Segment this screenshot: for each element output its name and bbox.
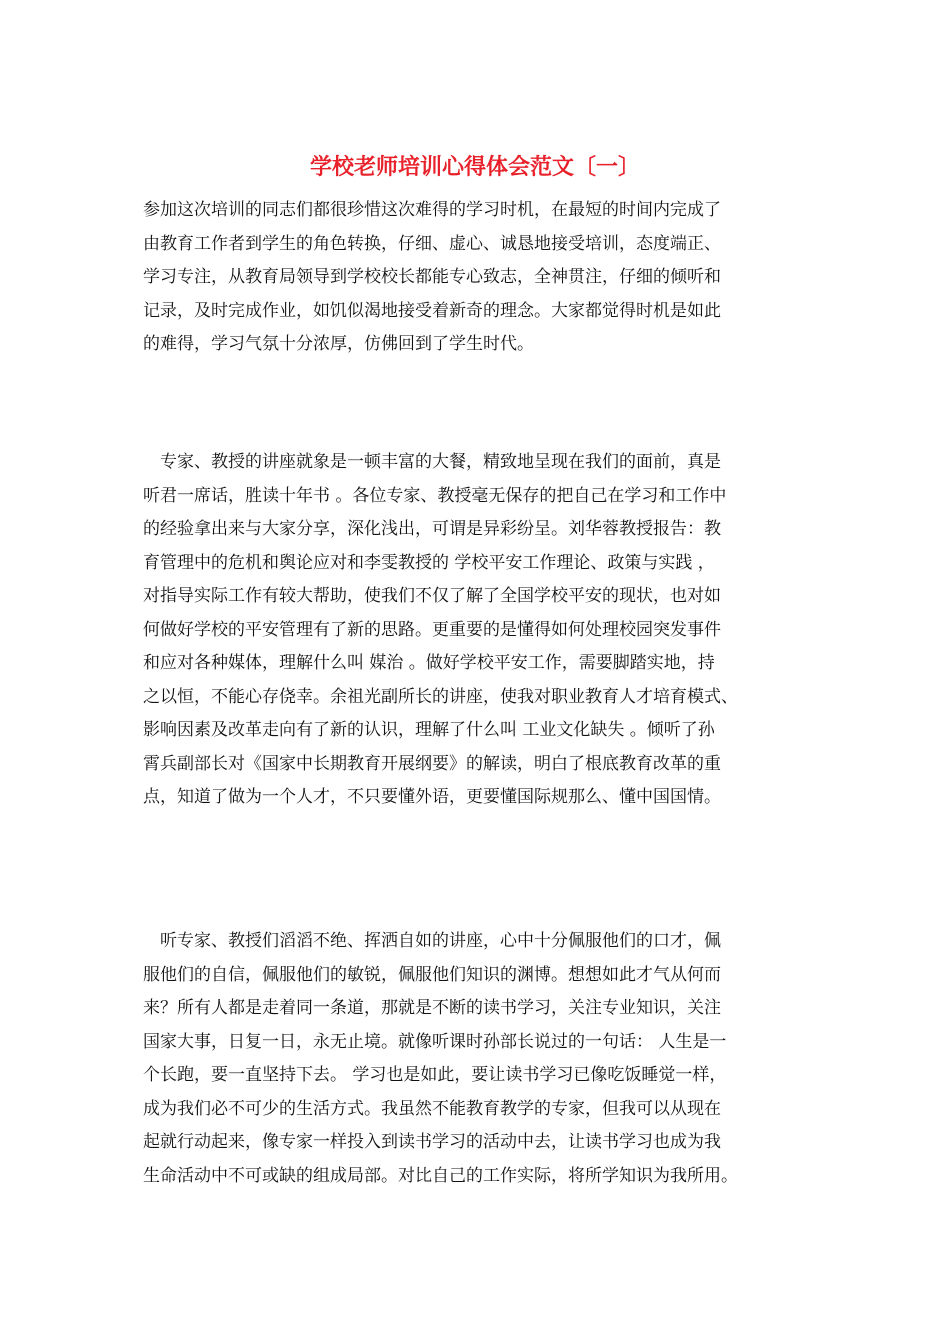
paragraph-line: 对指导实际工作有较大帮助，使我们不仅了解了全国学校平安的现状，也对如: [143, 586, 721, 606]
paragraph-line: 生命活动中不可或缺的组成局部。对比自己的工作实际，将所学知识为我所用。: [143, 1165, 738, 1186]
document-title: 学校老师培训心得体会范文〔一〕: [309, 154, 640, 180]
paragraph-line: 霄兵副部长对《国家中长期教育开展纲要》的解读，明白了根底教育改革的重: [143, 753, 721, 774]
paragraph-1: [143, 194, 808, 362]
paragraph-3: [143, 925, 808, 1193]
paragraph-line: 参加这次培训的同志们都很珍惜这次难得的学习时机，在最短的时间内完成了: [143, 200, 721, 220]
paragraph-line: 和应对各种媒体，理解什么叫 媒治 。做好学校平安工作，需要脚踏实地，持: [143, 653, 715, 673]
paragraph-line: 何做好学校的平安管理有了新的思路。更重要的是懂得如何处理校园突发事件: [143, 619, 721, 640]
paragraph-line: 的难得，学习气氛十分浓厚，仿佛回到了学生时代。: [143, 334, 534, 354]
paragraph-line: 专家、教授的讲座就象是一顿丰富的大餐，精致地呈现在我们的面前，真是: [143, 452, 721, 472]
paragraph-line: 由教育工作者到学生的角色转换，仔细、虚心、诚恳地接受培训，态度端正、: [143, 233, 721, 254]
paragraph-line: 育管理中的危机和舆论应对和李雯教授的 学校平安工作理论、政策与实践 ，: [143, 552, 715, 573]
paragraph-line: 成为我们必不可少的生活方式。我虽然不能教育教学的专家，但我可以从现在: [143, 1098, 721, 1119]
paragraph-line: 服他们的自信，佩服他们的敏锐，佩服他们知识的渊博。想想如此才气从何而: [143, 964, 721, 985]
paragraph-line: 的经验拿出来与大家分享，深化浅出，可谓是异彩纷呈。刘华蓉教授报告：教: [143, 519, 721, 539]
paragraph-2: [143, 446, 808, 815]
paragraph-line: 影响因素及改革走向有了新的认识，理解了什么叫 工业文化缺失 。倾听了孙: [143, 720, 715, 740]
paragraph-line: 学习专注，从教育局领导到学校校长都能专心致志，全神贯注，仔细的倾听和: [143, 267, 721, 287]
paragraph-line: 听专家、教授们滔滔不绝、挥洒自如的讲座，心中十分佩服他们的口才，佩: [143, 931, 721, 951]
paragraph-line: 记录，及时完成作业，如饥似渴地接受着新奇的理念。大家都觉得时机是如此: [143, 300, 721, 321]
paragraph-line: 国家大事，日复一日，永无止境。就像听课时孙部长说过的一句话： 人生是一: [143, 1031, 727, 1052]
paragraph-line: 起就行动起来，像专家一样投入到读书学习的活动中去，让读书学习也成为我: [143, 1132, 721, 1152]
paragraph-line: 听君一席话，胜读十年书 。各位专家、教授毫无保存的把自己在学习和工作中: [143, 485, 727, 506]
paragraph-line: 点，知道了做为一个人才，不只要懂外语，更要懂国际规那么、懂中国国情。: [143, 787, 721, 807]
paragraph-line: 个长跑，要一直坚持下去。 学习也是如此，要让读书学习已像吃饭睡觉一样，: [143, 1065, 727, 1085]
paragraph-line: 之以恒，不能心存侥幸。余祖光副所长的讲座，使我对职业教育人才培育模式、: [143, 686, 738, 707]
paragraph-line: 来？所有人都是走着同一条道，那就是不断的读书学习，关注专业知识，关注: [143, 998, 721, 1018]
